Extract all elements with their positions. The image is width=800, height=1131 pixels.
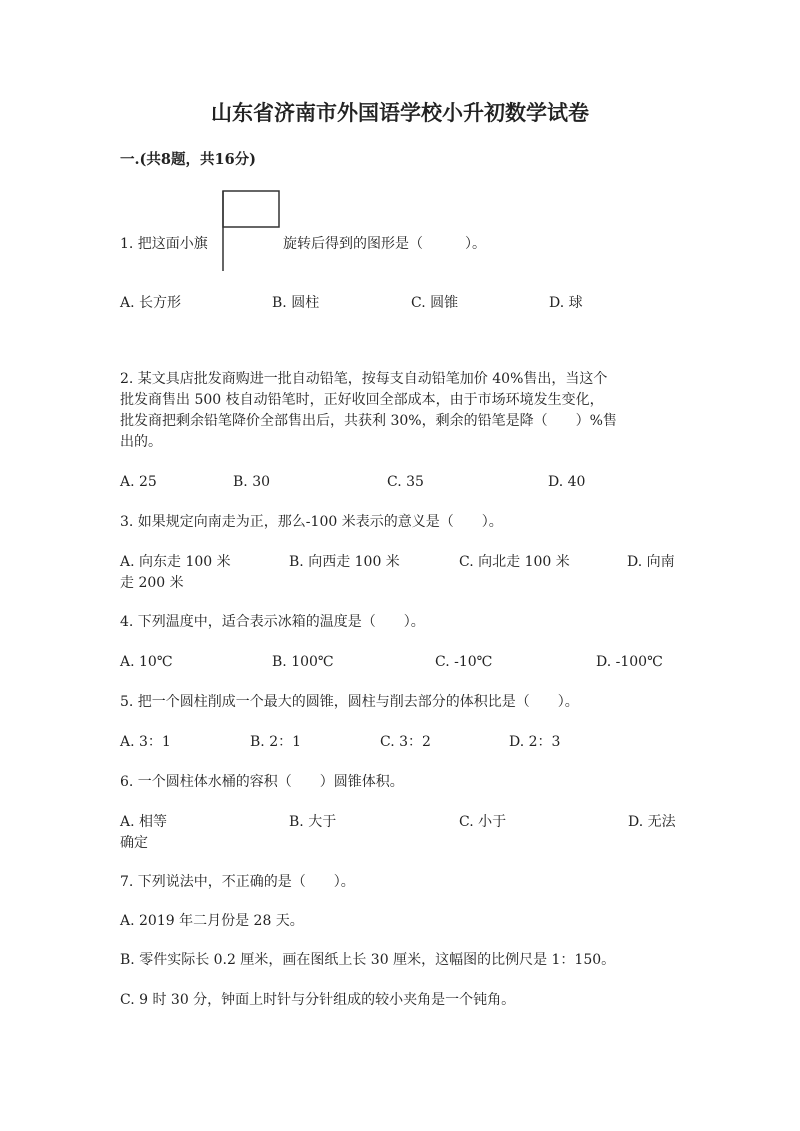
- question-3-stem: 3. 如果规定向南走为正，那么-100 米表示的意义是（ ）。: [120, 514, 503, 530]
- q5-option-b: B. 2：1: [250, 734, 302, 750]
- q4-option-c: C. -10℃: [435, 654, 493, 670]
- q2-option-c: C. 35: [387, 474, 424, 490]
- q5-option-a: A. 3：1: [120, 734, 171, 750]
- q3-option-d: D. 向南: [627, 554, 675, 570]
- q4-option-d: D. -100℃: [596, 654, 663, 670]
- q7-option-c: C. 9 时 30 分，钟面上时针与分针组成的较小夹角是一个钝角。: [120, 992, 516, 1008]
- question-1-stem-before: 1. 把这面小旗: [120, 236, 208, 252]
- question-2-line-3: 批发商把剩余铅笔降价全部售出后，共获利 30%，剩余的铅笔是降（ ）%售: [120, 413, 617, 429]
- q3-option-c: C. 向北走 100 米: [459, 554, 570, 570]
- q6-option-b: B. 大于: [289, 814, 337, 830]
- q2-option-b: B. 30: [233, 474, 271, 490]
- flag-figure: [222, 190, 280, 272]
- q4-option-a: A. 10℃: [120, 654, 173, 670]
- q4-option-b: B. 100℃: [272, 654, 334, 670]
- question-7-stem: 7. 下列说法中，不正确的是（ ）。: [120, 874, 355, 890]
- question-2-line-1: 2. 某文具店批发商购进一批自动铅笔，按每支自动铅笔加价 40%售出，当这个: [120, 371, 608, 387]
- question-6-stem: 6. 一个圆柱体水桶的容积（ ）圆锥体积。: [120, 774, 404, 790]
- q1-option-c: C. 圆锥: [411, 295, 459, 311]
- q3-option-a: A. 向东走 100 米: [120, 554, 231, 570]
- q5-option-d: D. 2：3: [509, 734, 561, 750]
- q6-option-a: A. 相等: [120, 814, 168, 830]
- question-4-stem: 4. 下列温度中，适合表示冰箱的温度是（ ）。: [120, 614, 425, 630]
- q1-option-a: A. 长方形: [120, 295, 182, 311]
- question-5-stem: 5. 把一个圆柱削成一个最大的圆锥，圆柱与削去部分的体积比是（ ）。: [120, 694, 579, 710]
- q7-option-b: B. 零件实际长 0.2 厘米，画在图纸上长 30 厘米，这幅图的比例尺是 1：150。: [120, 952, 616, 968]
- q1-option-d: D. 球: [549, 295, 583, 311]
- question-2-line-4: 出的。: [120, 434, 162, 450]
- q6-option-d: D. 无法: [628, 814, 676, 830]
- q3-option-b: B. 向西走 100 米: [289, 554, 400, 570]
- q6-option-c: C. 小于: [459, 814, 507, 830]
- q7-option-a: A. 2019 年二月份是 28 天。: [120, 913, 304, 929]
- question-2-line-2: 批发商售出 500 枝自动铅笔时，正好收回全部成本，由于市场环境发生变化，: [120, 392, 604, 408]
- q3-option-d-wrap: 走 200 米: [120, 575, 184, 591]
- q2-option-a: A. 25: [120, 474, 157, 490]
- question-1-stem-after: 旋转后得到的图形是（ ）。: [283, 236, 486, 252]
- section-heading: 一.(共8题，共16分): [120, 151, 257, 168]
- q5-option-c: C. 3：2: [380, 734, 431, 750]
- page-title: 山东省济南市外国语学校小升初数学试卷: [211, 100, 589, 125]
- q6-option-d-wrap: 确定: [120, 835, 148, 851]
- q1-option-b: B. 圆柱: [272, 295, 320, 311]
- q2-option-d: D. 40: [548, 474, 586, 490]
